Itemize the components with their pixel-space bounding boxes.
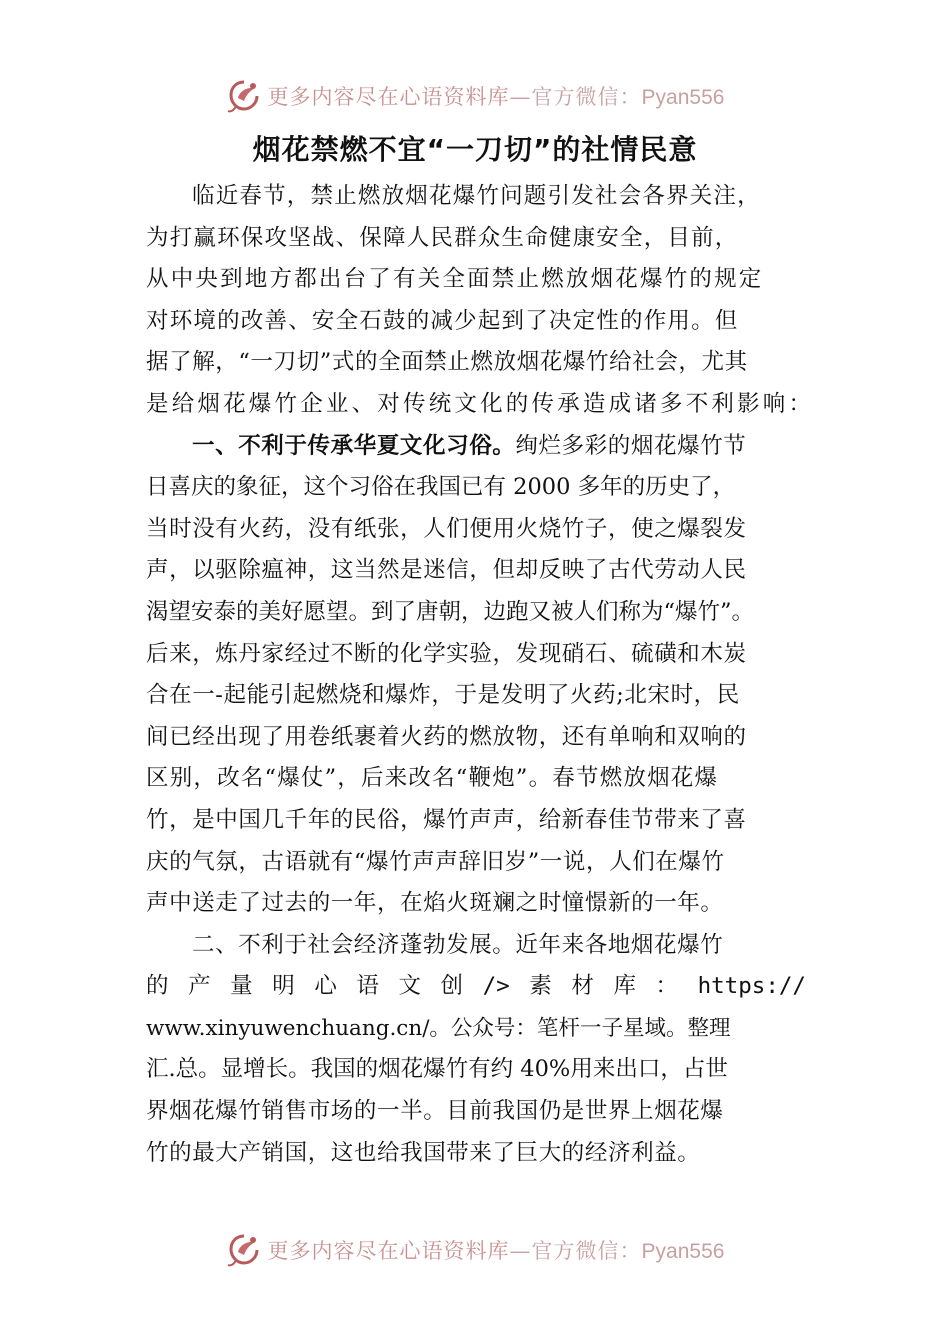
header-watermark-banner — [0, 74, 950, 118]
text-line: 区别，改名“爆仗”，后来改名“鞭炮”。春节燃放烟花爆 — [146, 765, 719, 792]
text-line: 临近春节，禁止燃放烟花爆竹问题引发社会各界关注， — [192, 183, 761, 209]
text-line: 当时没有火药，没有纸张，人们便用火烧竹子，使之爆裂发 — [146, 515, 747, 542]
text-line: 竹的最大产销国，这也给我国带来了巨大的经济利益。 — [146, 1139, 701, 1166]
brand-logo-icon — [226, 78, 262, 114]
text-line: 对环境的改善、安全石鼓的减少起到了决定性的作用。但 — [146, 307, 739, 334]
watermark-text: 更多内容尽在心语资料库—官方微信：Pyan556 — [267, 1239, 725, 1263]
brand-logo-icon — [226, 1232, 262, 1268]
text-line: 二、不利于社会经济蓬勃发展。近年来各地烟花爆竹 — [192, 931, 724, 958]
text-line: 间已经出现了用卷纸裹着火药的燃放物，还有单响和双响的 — [146, 723, 747, 750]
text-line: 后来，炼丹家经过不断的化学实验，发现硝石、硫磺和木炭 — [146, 640, 747, 667]
text-line: 汇.总。显增长。我国的烟花爆竹有约 40%用来出口，占世 — [146, 1056, 728, 1083]
watermark-text: 更多内容尽在心语资料库—官方微信：Pyan556 — [267, 85, 725, 109]
text-line: 合在一-起能引起燃烧和爆炸，于是发明了火药;北宋时，民 — [146, 682, 740, 709]
text-line: 界烟花爆竹销售市场的一半。目前我国仍是世界上烟花爆 — [146, 1098, 724, 1125]
text-line: 为打赢环保攻坚战、保障人民群众生命健康安全，目前， — [146, 224, 739, 251]
text-line: 日喜庆的象征，这个习俗在我国已有 2000 多年的历史了， — [146, 474, 736, 501]
text-line: 据了解，“一刀切”式的全面禁止燃放烟花爆竹给社会，尤其 — [146, 349, 748, 376]
text-line: 从中央到地方都出台了有关全面禁止燃放烟花爆竹的规定 — [146, 266, 764, 293]
text-line: 声中送走了过去的一年，在焰火斑斓之时憧憬新的一年。 — [146, 890, 724, 917]
document-title: 烟花禁燃不宜“一刀切”的社情民意 — [252, 133, 698, 166]
text-line-spread: 的 产 量 明 心 语 文 创 /> 素 材 库 ： https:// — [146, 973, 806, 1000]
text-line: 竹，是中国几千年的民俗，爆竹声声，给新春佳节带来了喜 — [146, 806, 747, 833]
text-line: 渴望安泰的美好愿望。到了唐朝，边跑又被人们称为“爆竹”。 — [146, 598, 755, 625]
text-line: 庆的气氛，古语就有“爆竹声声辞旧岁”一说，人们在爆竹 — [146, 848, 725, 875]
article-body — [146, 176, 815, 1174]
text-line: www.xinyuwenchuang.cn/。公众号：笔杆一子星域。整理 — [146, 1015, 731, 1041]
footer-watermark-banner — [0, 1228, 950, 1272]
text-line: 一、不利于传承华夏文化习俗。 绚烂多彩的烟花爆竹节 — [146, 426, 806, 468]
text-line: 是给烟花爆竹企业、对传统文化的传承造成诸多不利影响： — [146, 390, 815, 417]
text-line: 声，以驱除瘟神，这当然是迷信，但却反映了古代劳动人民 — [146, 557, 747, 584]
section-heading-1: 一、不利于传承华夏文化习俗。 — [192, 432, 516, 459]
